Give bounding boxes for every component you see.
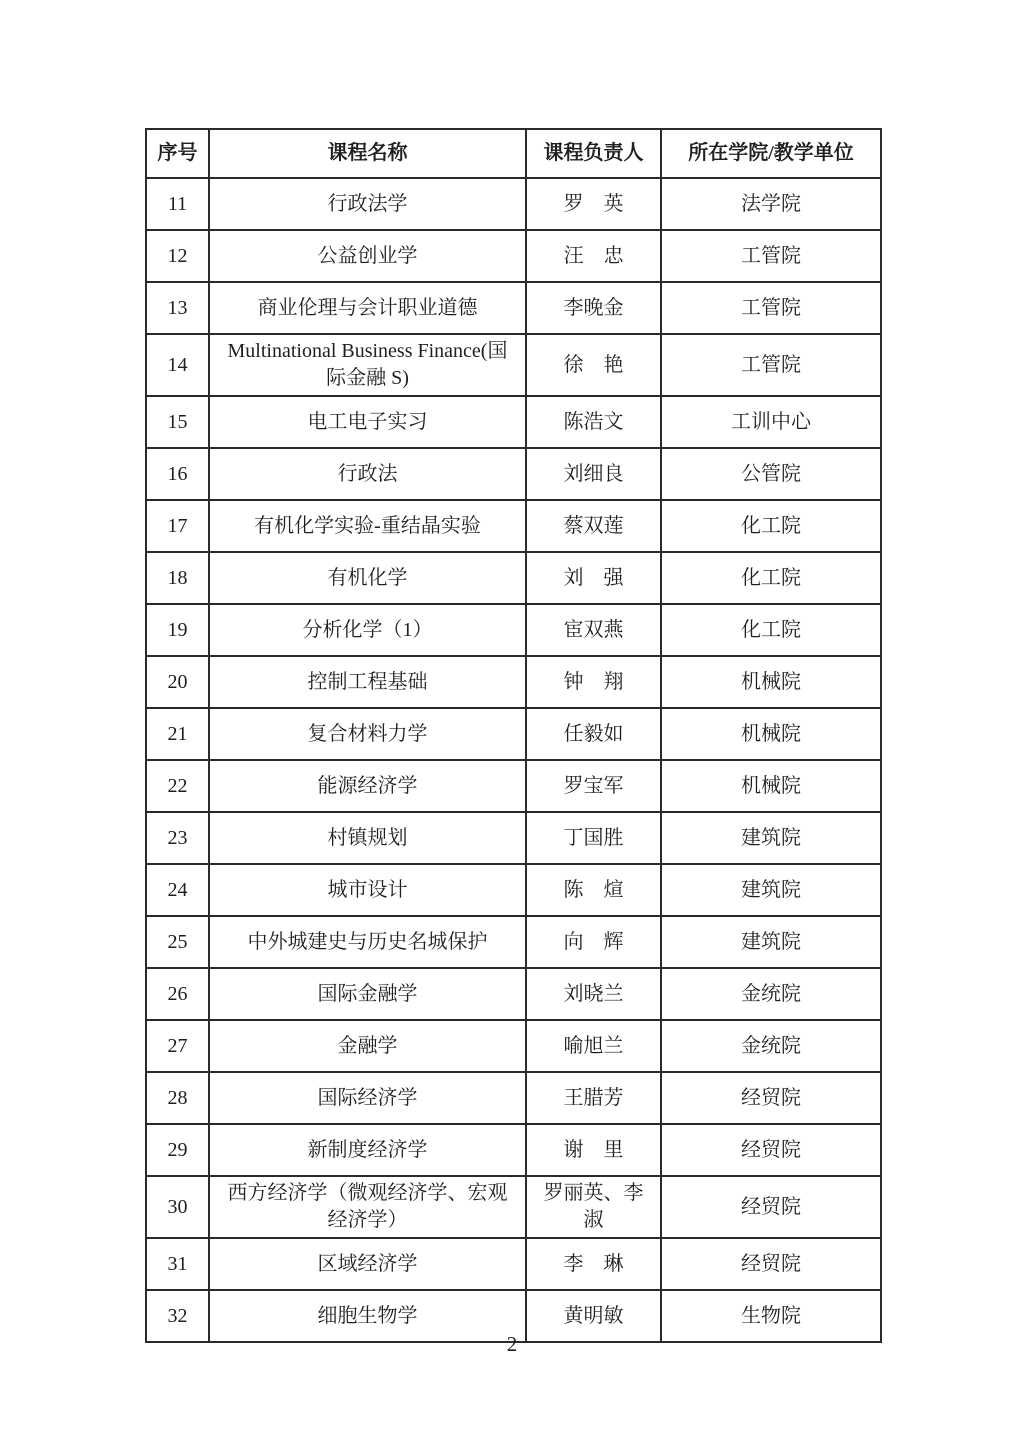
- cell-college-unit: 化工院: [661, 604, 881, 656]
- cell-number: 30: [146, 1176, 209, 1238]
- cell-course-name: 行政法: [209, 448, 526, 500]
- cell-college-unit: 经贸院: [661, 1124, 881, 1176]
- cell-course-name: 国际金融学: [209, 968, 526, 1020]
- table-row: [146, 230, 881, 282]
- cell-college-unit: 工管院: [661, 230, 881, 282]
- cell-college-unit: 法学院: [661, 178, 881, 230]
- cell-course-leader: 黄明敏: [526, 1290, 661, 1342]
- cell-course-name: 村镇规划: [209, 812, 526, 864]
- cell-number: 12: [146, 230, 209, 282]
- table-header: [146, 129, 881, 178]
- cell-course-leader: 刘细良: [526, 448, 661, 500]
- cell-number: 13: [146, 282, 209, 334]
- table-row: [146, 1020, 881, 1072]
- table-row: [146, 1124, 881, 1176]
- table-row: [146, 396, 881, 448]
- page-number: 2: [506, 1332, 518, 1356]
- table-row: [146, 1072, 881, 1124]
- cell-course-leader: 宦双燕: [526, 604, 661, 656]
- cell-course-leader: 刘 强: [526, 552, 661, 604]
- cell-college-unit: 化工院: [661, 552, 881, 604]
- cell-course-name: 国际经济学: [209, 1072, 526, 1124]
- cell-course-leader: 罗丽英、李淑: [526, 1176, 661, 1238]
- cell-course-leader: 李晚金: [526, 282, 661, 334]
- cell-course-name: 复合材料力学: [209, 708, 526, 760]
- cell-number: 22: [146, 760, 209, 812]
- cell-college-unit: 经贸院: [661, 1072, 881, 1124]
- cell-number: 24: [146, 864, 209, 916]
- table-row: [146, 500, 881, 552]
- cell-college-unit: 建筑院: [661, 812, 881, 864]
- cell-number: 29: [146, 1124, 209, 1176]
- cell-number: 25: [146, 916, 209, 968]
- table-row: [146, 1238, 881, 1290]
- cell-number: 32: [146, 1290, 209, 1342]
- cell-number: 26: [146, 968, 209, 1020]
- cell-course-leader: 向 辉: [526, 916, 661, 968]
- table-row: [146, 282, 881, 334]
- table-row: [146, 864, 881, 916]
- cell-college-unit: 公管院: [661, 448, 881, 500]
- cell-number: 28: [146, 1072, 209, 1124]
- cell-course-leader: 刘晓兰: [526, 968, 661, 1020]
- cell-college-unit: 建筑院: [661, 864, 881, 916]
- cell-number: 14: [146, 334, 209, 396]
- cell-course-leader: 李 琳: [526, 1238, 661, 1290]
- cell-number: 11: [146, 178, 209, 230]
- cell-number: 23: [146, 812, 209, 864]
- course-table: [145, 128, 882, 1343]
- cell-number: 15: [146, 396, 209, 448]
- table-row: [146, 604, 881, 656]
- cell-college-unit: 机械院: [661, 656, 881, 708]
- cell-course-name: 有机化学实验-重结晶实验: [209, 500, 526, 552]
- cell-number: 17: [146, 500, 209, 552]
- cell-college-unit: 工管院: [661, 334, 881, 396]
- cell-number: 21: [146, 708, 209, 760]
- cell-course-name: 细胞生物学: [209, 1290, 526, 1342]
- cell-college-unit: 机械院: [661, 760, 881, 812]
- table-row: [146, 656, 881, 708]
- cell-course-leader: 陈 煊: [526, 864, 661, 916]
- cell-course-name: 区域经济学: [209, 1238, 526, 1290]
- cell-course-name: 西方经济学（微观经济学、宏观经济学）: [209, 1176, 526, 1238]
- cell-number: 18: [146, 552, 209, 604]
- cell-course-leader: 丁国胜: [526, 812, 661, 864]
- header-row: [146, 129, 881, 178]
- cell-course-name: 公益创业学: [209, 230, 526, 282]
- cell-course-name: 商业伦理与会计职业道德: [209, 282, 526, 334]
- cell-number: 20: [146, 656, 209, 708]
- cell-course-leader: 蔡双莲: [526, 500, 661, 552]
- cell-course-leader: 汪 忠: [526, 230, 661, 282]
- cell-college-unit: 建筑院: [661, 916, 881, 968]
- table-row: [146, 760, 881, 812]
- table-row: [146, 812, 881, 864]
- cell-course-name: 中外城建史与历史名城保护: [209, 916, 526, 968]
- table-body: [146, 178, 881, 1342]
- table-row: [146, 916, 881, 968]
- cell-college-unit: 经贸院: [661, 1176, 881, 1238]
- cell-college-unit: 生物院: [661, 1290, 881, 1342]
- cell-college-unit: 工训中心: [661, 396, 881, 448]
- cell-course-leader: 任毅如: [526, 708, 661, 760]
- cell-course-leader: 徐 艳: [526, 334, 661, 396]
- cell-course-leader: 陈浩文: [526, 396, 661, 448]
- cell-course-leader: 罗宝军: [526, 760, 661, 812]
- table-row: [146, 178, 881, 230]
- column-header-course-name: 课程名称: [209, 129, 526, 178]
- cell-number: 31: [146, 1238, 209, 1290]
- cell-course-leader: 罗 英: [526, 178, 661, 230]
- cell-course-name: Multinational Business Finance(国际金融 S): [209, 334, 526, 396]
- cell-college-unit: 化工院: [661, 500, 881, 552]
- cell-course-leader: 谢 里: [526, 1124, 661, 1176]
- cell-course-name: 电工电子实习: [209, 396, 526, 448]
- table-row: [146, 1176, 881, 1238]
- cell-number: 27: [146, 1020, 209, 1072]
- cell-college-unit: 金统院: [661, 968, 881, 1020]
- cell-course-leader: 喻旭兰: [526, 1020, 661, 1072]
- column-header-course-leader: 课程负责人: [526, 129, 661, 178]
- table-row: [146, 968, 881, 1020]
- cell-course-name: 金融学: [209, 1020, 526, 1072]
- cell-course-name: 能源经济学: [209, 760, 526, 812]
- cell-course-name: 控制工程基础: [209, 656, 526, 708]
- column-header-number: 序号: [146, 129, 209, 178]
- cell-course-name: 分析化学（1）: [209, 604, 526, 656]
- cell-college-unit: 机械院: [661, 708, 881, 760]
- cell-course-name: 新制度经济学: [209, 1124, 526, 1176]
- cell-college-unit: 工管院: [661, 282, 881, 334]
- cell-college-unit: 金统院: [661, 1020, 881, 1072]
- cell-course-name: 行政法学: [209, 178, 526, 230]
- table-row: [146, 708, 881, 760]
- cell-course-leader: 王腊芳: [526, 1072, 661, 1124]
- cell-course-name: 城市设计: [209, 864, 526, 916]
- cell-number: 16: [146, 448, 209, 500]
- column-header-college-unit: 所在学院/教学单位: [661, 129, 881, 178]
- table-row: [146, 552, 881, 604]
- cell-college-unit: 经贸院: [661, 1238, 881, 1290]
- cell-number: 19: [146, 604, 209, 656]
- table-row: [146, 334, 881, 396]
- table-row: [146, 448, 881, 500]
- cell-course-leader: 钟 翔: [526, 656, 661, 708]
- cell-course-name: 有机化学: [209, 552, 526, 604]
